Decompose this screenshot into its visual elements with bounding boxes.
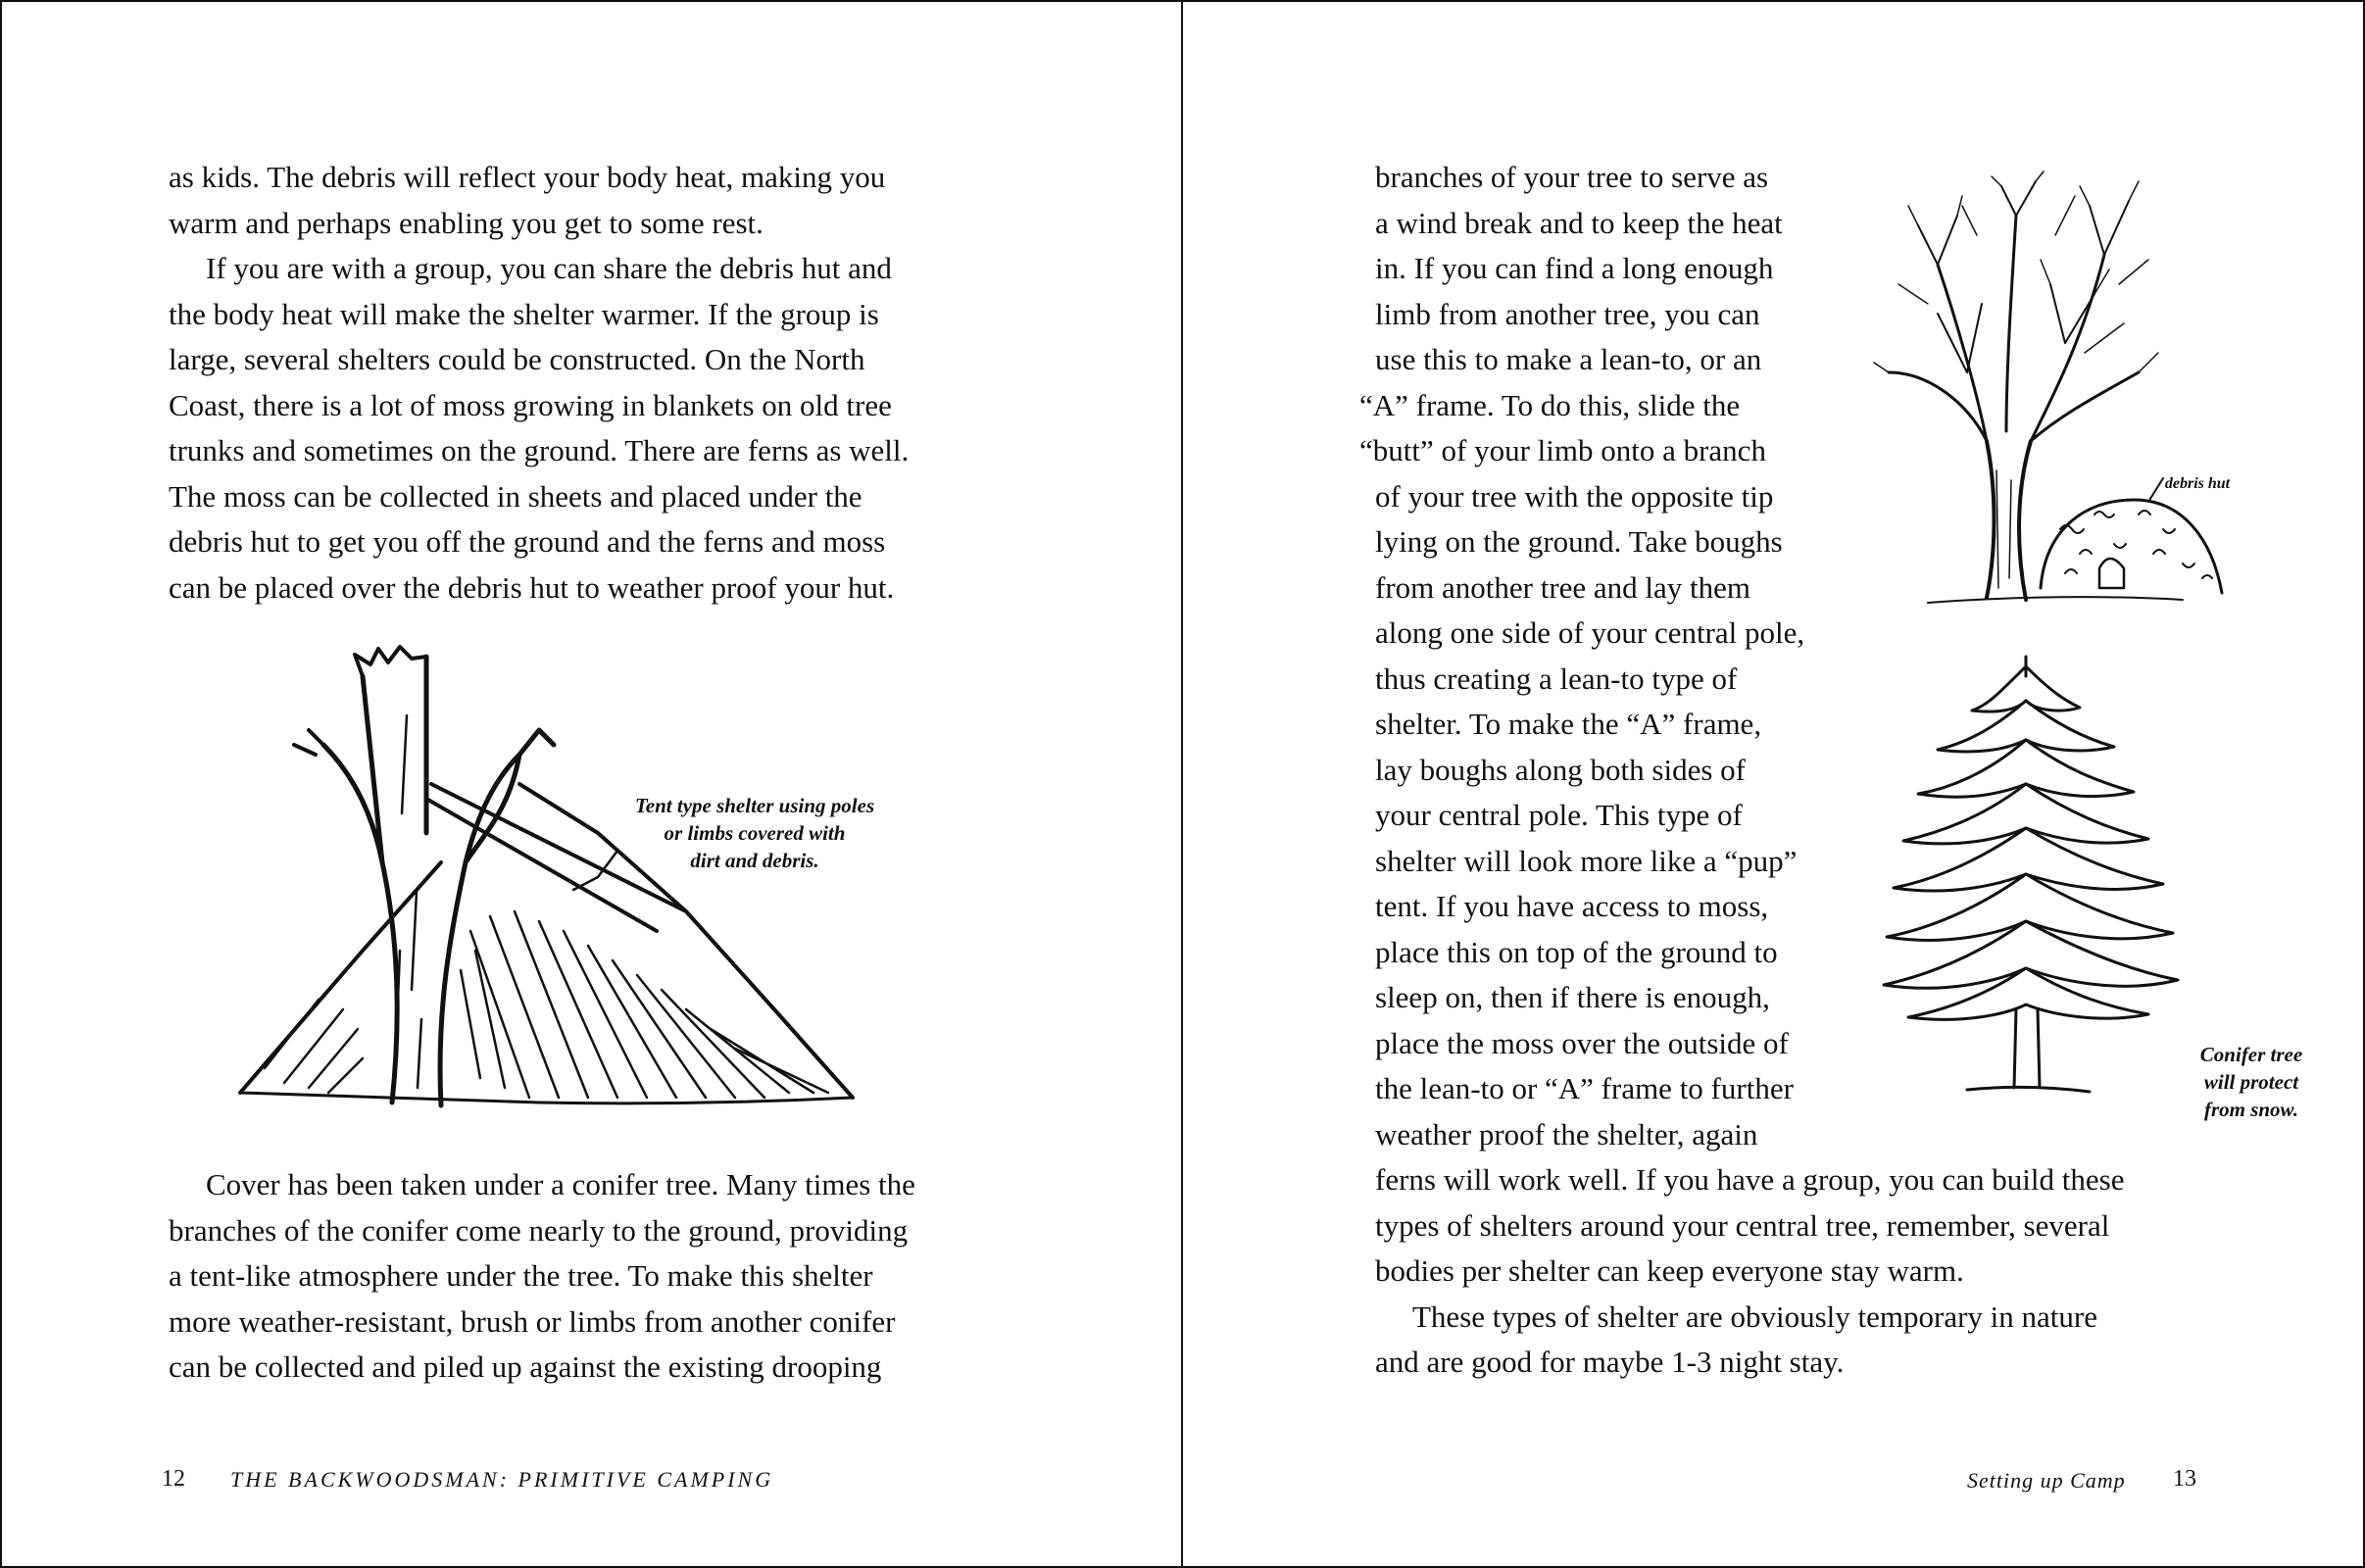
text-line: “butt” of your limb onto a branch xyxy=(1359,433,1766,467)
paragraph-3 xyxy=(169,1162,992,1391)
caption-line: or limbs covered with xyxy=(664,821,846,845)
text-line: the lean-to or “A” frame to further xyxy=(1375,1071,1794,1105)
text-line: limb from another tree, you can xyxy=(1375,296,1760,331)
text-line: These types of shelter are obviously temporary in nature xyxy=(1412,1298,2097,1334)
text-line: ferns will work well. If you have a group, you can build these xyxy=(1375,1162,2125,1197)
text-line: place the moss over the outside of xyxy=(1375,1025,1789,1060)
right-page xyxy=(1183,0,2365,1568)
caption-line: dirt and debris. xyxy=(690,849,819,872)
paragraph-5 xyxy=(1375,1295,2218,1386)
text-line: the body heat will make the shelter warmer. If the group is xyxy=(169,296,879,331)
text-line: can be placed over the debris hut to weather proof your hut. xyxy=(169,569,895,605)
text-line: sleep on, then if there is enough, xyxy=(1375,980,1770,1014)
text-line: lay boughs along both sides of xyxy=(1375,752,1746,787)
text-line: and are good for maybe 1-3 night stay. xyxy=(1375,1345,1845,1379)
text-line: Cover has been taken under a conifer tree. Many times the xyxy=(206,1167,915,1201)
conifer-caption xyxy=(2163,1041,2340,1123)
caption-line: Tent type shelter using poles xyxy=(634,794,875,817)
caption-line: will protect xyxy=(2203,1070,2299,1094)
text-line: more weather-resistant, brush or limbs from another conifer xyxy=(169,1303,896,1339)
text-line: branches of your tree to serve as xyxy=(1375,160,1769,194)
running-head-left: THE BACKWOODSMAN: PRIMITIVE CAMPING xyxy=(230,1467,774,1492)
text-line: The moss can be collected in sheets and placed under the xyxy=(169,478,862,514)
page-number-right: 13 xyxy=(2173,1466,2196,1492)
text-line: warm and perhaps enabling you get to some rest. xyxy=(169,205,764,240)
caption-line: Conifer tree xyxy=(2199,1043,2303,1066)
caption-line: from snow. xyxy=(2203,1098,2299,1121)
left-bottom-text xyxy=(169,1162,992,1391)
left-top-text xyxy=(169,155,992,611)
text-line: a wind break and to keep the heat xyxy=(1375,205,1783,240)
left-page xyxy=(0,0,1181,1568)
running-head-right: Setting up Camp xyxy=(1967,1468,2126,1493)
text-line: shelter. To make the “A” frame, xyxy=(1375,707,1762,741)
debris-hut-label: debris hut xyxy=(2164,475,2231,492)
right-wide-text xyxy=(1375,1157,2218,1386)
tent-shelter-illustration xyxy=(225,637,862,1127)
text-line: “A” frame. To do this, slide the xyxy=(1359,387,1741,422)
text-line: thus creating a lean-to type of xyxy=(1375,661,1738,696)
paragraph-2 xyxy=(169,246,992,611)
tent-figure-caption xyxy=(608,792,902,874)
text-line: debris hut to get you off the ground and the ferns and moss xyxy=(169,524,886,559)
page-number-left: 12 xyxy=(162,1466,185,1492)
text-line: weather proof the shelter, again xyxy=(1375,1116,1758,1152)
text-line: trunks and sometimes on the ground. There are ferns as well. xyxy=(169,433,910,467)
text-line: tent. If you have access to moss, xyxy=(1375,889,1769,923)
paragraph-1 xyxy=(169,155,992,246)
tree-debris-hut-illustration xyxy=(1869,176,2242,627)
conifer-tree-illustration xyxy=(1879,657,2193,1107)
text-line: use this to make a lean-to, or an xyxy=(1375,342,1762,376)
text-line: a tent-like atmosphere under the tree. To make this shelter xyxy=(169,1258,873,1293)
text-line: types of shelters around your central tree, remember, several xyxy=(1375,1207,2110,1243)
text-line: Coast, there is a lot of moss growing in blankets on old tree xyxy=(169,387,892,422)
text-line: shelter will look more like a “pup” xyxy=(1375,843,1798,878)
text-line: can be collected and piled up against the existing drooping xyxy=(169,1349,882,1384)
paragraph-4 xyxy=(1359,155,1904,1157)
text-line: along one side of your central pole, xyxy=(1375,615,1805,650)
right-narrow-text xyxy=(1359,155,1904,1157)
text-line: large, several shelters could be constructed. On the North xyxy=(169,342,865,376)
text-line: in. If you can find a long enough xyxy=(1375,251,1774,285)
text-line: bodies per shelter can keep everyone stay warm. xyxy=(1375,1253,1964,1288)
text-line: from another tree and lay them xyxy=(1375,569,1751,605)
text-line: branches of the conifer come nearly to the ground, providing xyxy=(169,1212,909,1248)
text-line: place this on top of the ground to xyxy=(1375,934,1778,969)
text-line: as kids. The debris will reflect your body heat, making you xyxy=(169,160,886,194)
text-line: lying on the ground. Take boughs xyxy=(1375,524,1783,559)
text-line: your central pole. This type of xyxy=(1375,798,1743,832)
paragraph-4-continued xyxy=(1375,1157,2218,1295)
text-line: of your tree with the opposite tip xyxy=(1375,478,1774,514)
text-line: If you are with a group, you can share the debris hut and xyxy=(206,251,892,285)
